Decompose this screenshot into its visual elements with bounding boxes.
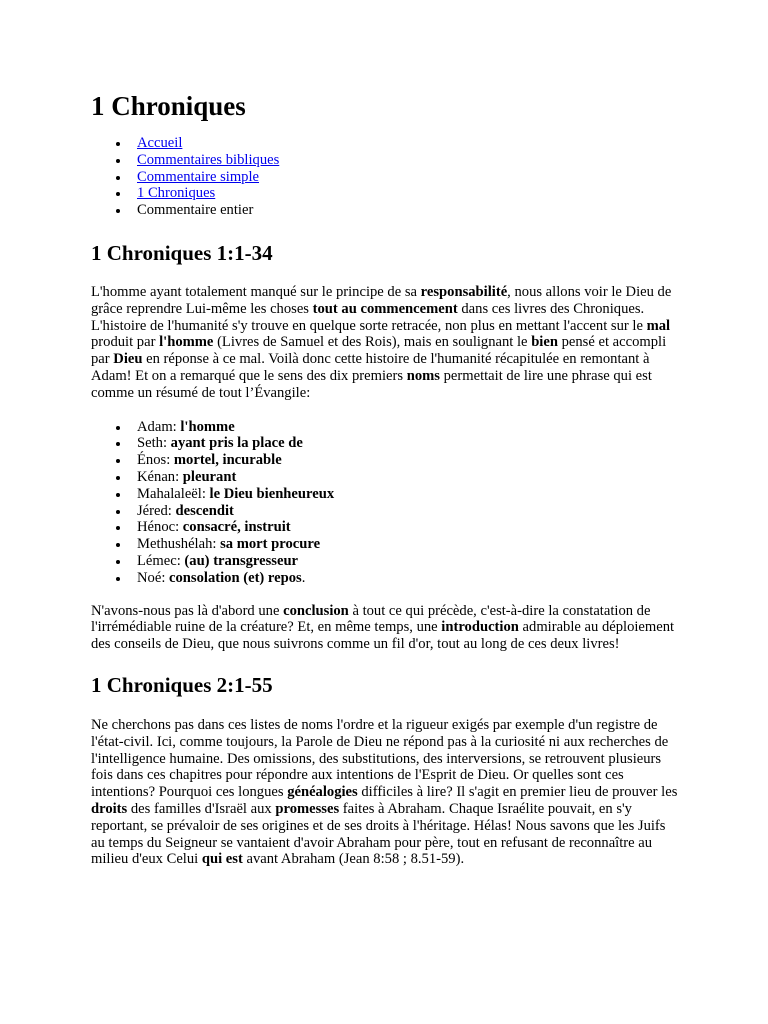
name-label: Methushélah: bbox=[137, 536, 221, 553]
breadcrumb-item bbox=[137, 152, 678, 169]
breadcrumb-current: Commentaire entier bbox=[137, 202, 254, 219]
name-label: Hénoc: bbox=[137, 519, 183, 536]
text-run: difficiles à lire? Il s'agit en premier lieu de prouver les bbox=[357, 784, 678, 801]
text-run: admirable au déploiement des conseils de Dieu, que nous suivrons comme un fil d'or, tout au long de ces deux livres! bbox=[91, 619, 675, 653]
text-run: produit par bbox=[91, 334, 160, 351]
name-label: Kénan: bbox=[137, 468, 183, 485]
list-item bbox=[137, 503, 678, 520]
breadcrumb-link-commentaires-bibliques[interactable]: Commentaires bibliques bbox=[137, 151, 280, 168]
breadcrumb-link-1-chroniques[interactable]: 1 Chroniques bbox=[137, 185, 216, 202]
bold-run: conclusion bbox=[283, 602, 349, 619]
name-meaning: consacré, instruit bbox=[182, 519, 291, 536]
text-run: L'homme ayant totalement manqué sur le principe de sa bbox=[91, 283, 421, 300]
name-label: Adam: bbox=[137, 418, 181, 435]
text-run: permettait de lire une phrase qui est comme un résumé de tout l’Évangile: bbox=[91, 367, 652, 401]
list-item bbox=[137, 486, 678, 503]
name-meaning: ayant pris la place de bbox=[170, 435, 303, 452]
conclusion-paragraph bbox=[91, 603, 678, 653]
list-item bbox=[137, 435, 678, 452]
text-run: des familles d'Israël aux bbox=[127, 800, 276, 817]
list-item bbox=[137, 519, 678, 536]
names-list bbox=[91, 419, 678, 587]
list-item bbox=[137, 553, 678, 570]
name-meaning: l'homme bbox=[180, 418, 235, 435]
text-run: (Livres de Samuel et des Rois), mais en soulignant le bbox=[213, 334, 532, 351]
bold-run: Dieu bbox=[113, 351, 143, 368]
section-heading-2: 1 Chroniques 2:1-55 bbox=[91, 672, 273, 697]
list-item bbox=[137, 536, 678, 553]
name-label: Seth: bbox=[137, 435, 171, 452]
text-run: Ne cherchons pas dans ces listes de noms l'ordre et la rigueur exigés par exemple d'un registre de l'état-civil. Ici, comme toujours, la Parole de Dieu ne répond pas à la curiosité ni aux recherches de l'intelligence humaine. Des omissions, des substitutions, des interversions, se retrouvent plusieurs fois dans ces chapitres pour répondre aux intentions de l'Esprit de Dieu. Or quelles sont ces intentions? Pourquoi ces longues bbox=[91, 716, 669, 801]
text-run: pensé et accompli par bbox=[91, 334, 667, 368]
text-run: N'avons-nous pas là d'abord une bbox=[91, 602, 284, 619]
name-label: Jéred: bbox=[137, 502, 176, 519]
breadcrumb-item bbox=[137, 202, 678, 219]
name-meaning: descendit bbox=[175, 502, 234, 519]
page-title: 1 Chroniques bbox=[91, 91, 246, 121]
name-meaning: consolation (et) repos bbox=[169, 569, 302, 586]
text-run: faites à Abraham. Chaque Israélite pouvait, en s'y reportant, se prévaloir de ses origines et de ses droits à l'héritage. Hélas! Nous savons que les Juifs au temps du Seigneur se vantaient d'avoir Abraham pour père, tout en refusant de reconnaître au milieu d'eux Celui bbox=[91, 800, 666, 868]
name-meaning: le Dieu bienheureux bbox=[209, 485, 335, 502]
bold-run: noms bbox=[406, 367, 440, 384]
name-suffix: . bbox=[301, 569, 306, 586]
list-item bbox=[137, 570, 678, 587]
bold-run: généalogies bbox=[287, 784, 358, 801]
bold-run: l'homme bbox=[159, 334, 214, 351]
bold-run: bien bbox=[531, 334, 558, 351]
name-meaning: sa mort procure bbox=[220, 536, 321, 553]
bold-run: tout au commencement bbox=[312, 300, 458, 317]
list-item bbox=[137, 469, 678, 486]
text-run: en réponse à ce mal. Voilà donc cette histoire de l'humanité récapitulée en remontant à Adam! Et on a remarqué que le sens des dix premiers bbox=[91, 351, 650, 384]
name-meaning: pleurant bbox=[182, 468, 237, 485]
name-label: Noé: bbox=[137, 569, 170, 586]
breadcrumb-item bbox=[137, 135, 678, 152]
name-label: Énos: bbox=[137, 452, 174, 469]
list-item bbox=[137, 452, 678, 469]
bold-run: droits bbox=[91, 800, 128, 817]
intro-paragraph bbox=[91, 284, 678, 402]
breadcrumb-link-commentaire-simple[interactable]: Commentaire simple bbox=[137, 168, 259, 185]
list-item bbox=[137, 419, 678, 436]
breadcrumb bbox=[91, 135, 678, 219]
name-label: Lémec: bbox=[137, 552, 185, 569]
text-run: , nous allons voir le Dieu de grâce reprendre Lui-même les choses bbox=[91, 283, 672, 317]
name-meaning: mortel, incurable bbox=[173, 452, 282, 469]
section2-paragraph bbox=[91, 717, 678, 868]
breadcrumb-link-accueil[interactable]: Accueil bbox=[137, 135, 183, 151]
text-run: dans ces livres des Chroniques. L'histoire de l'humanité s'y trouve en quelque sorte retracée, non plus en mettant l'accent sur le bbox=[91, 300, 647, 334]
breadcrumb-item bbox=[137, 169, 678, 186]
name-meaning: (au) transgresseur bbox=[184, 552, 299, 569]
bold-run: introduction bbox=[441, 619, 519, 636]
bold-run: responsabilité bbox=[420, 283, 508, 300]
bold-run: mal bbox=[646, 317, 671, 334]
breadcrumb-item bbox=[137, 185, 678, 202]
name-label: Mahalaleël: bbox=[137, 485, 210, 502]
bold-run: promesses bbox=[275, 800, 340, 817]
section-heading-1: 1 Chroniques 1:1-34 bbox=[91, 240, 273, 265]
bold-run: qui est bbox=[201, 851, 243, 868]
text-run: avant Abraham (Jean 8:58 ; 8.51-59). bbox=[242, 851, 465, 868]
text-run: à tout ce qui précède, c'est-à-dire la constatation de l'irrémédiable ruine de la créature? Et, en même temps, une bbox=[91, 602, 651, 636]
